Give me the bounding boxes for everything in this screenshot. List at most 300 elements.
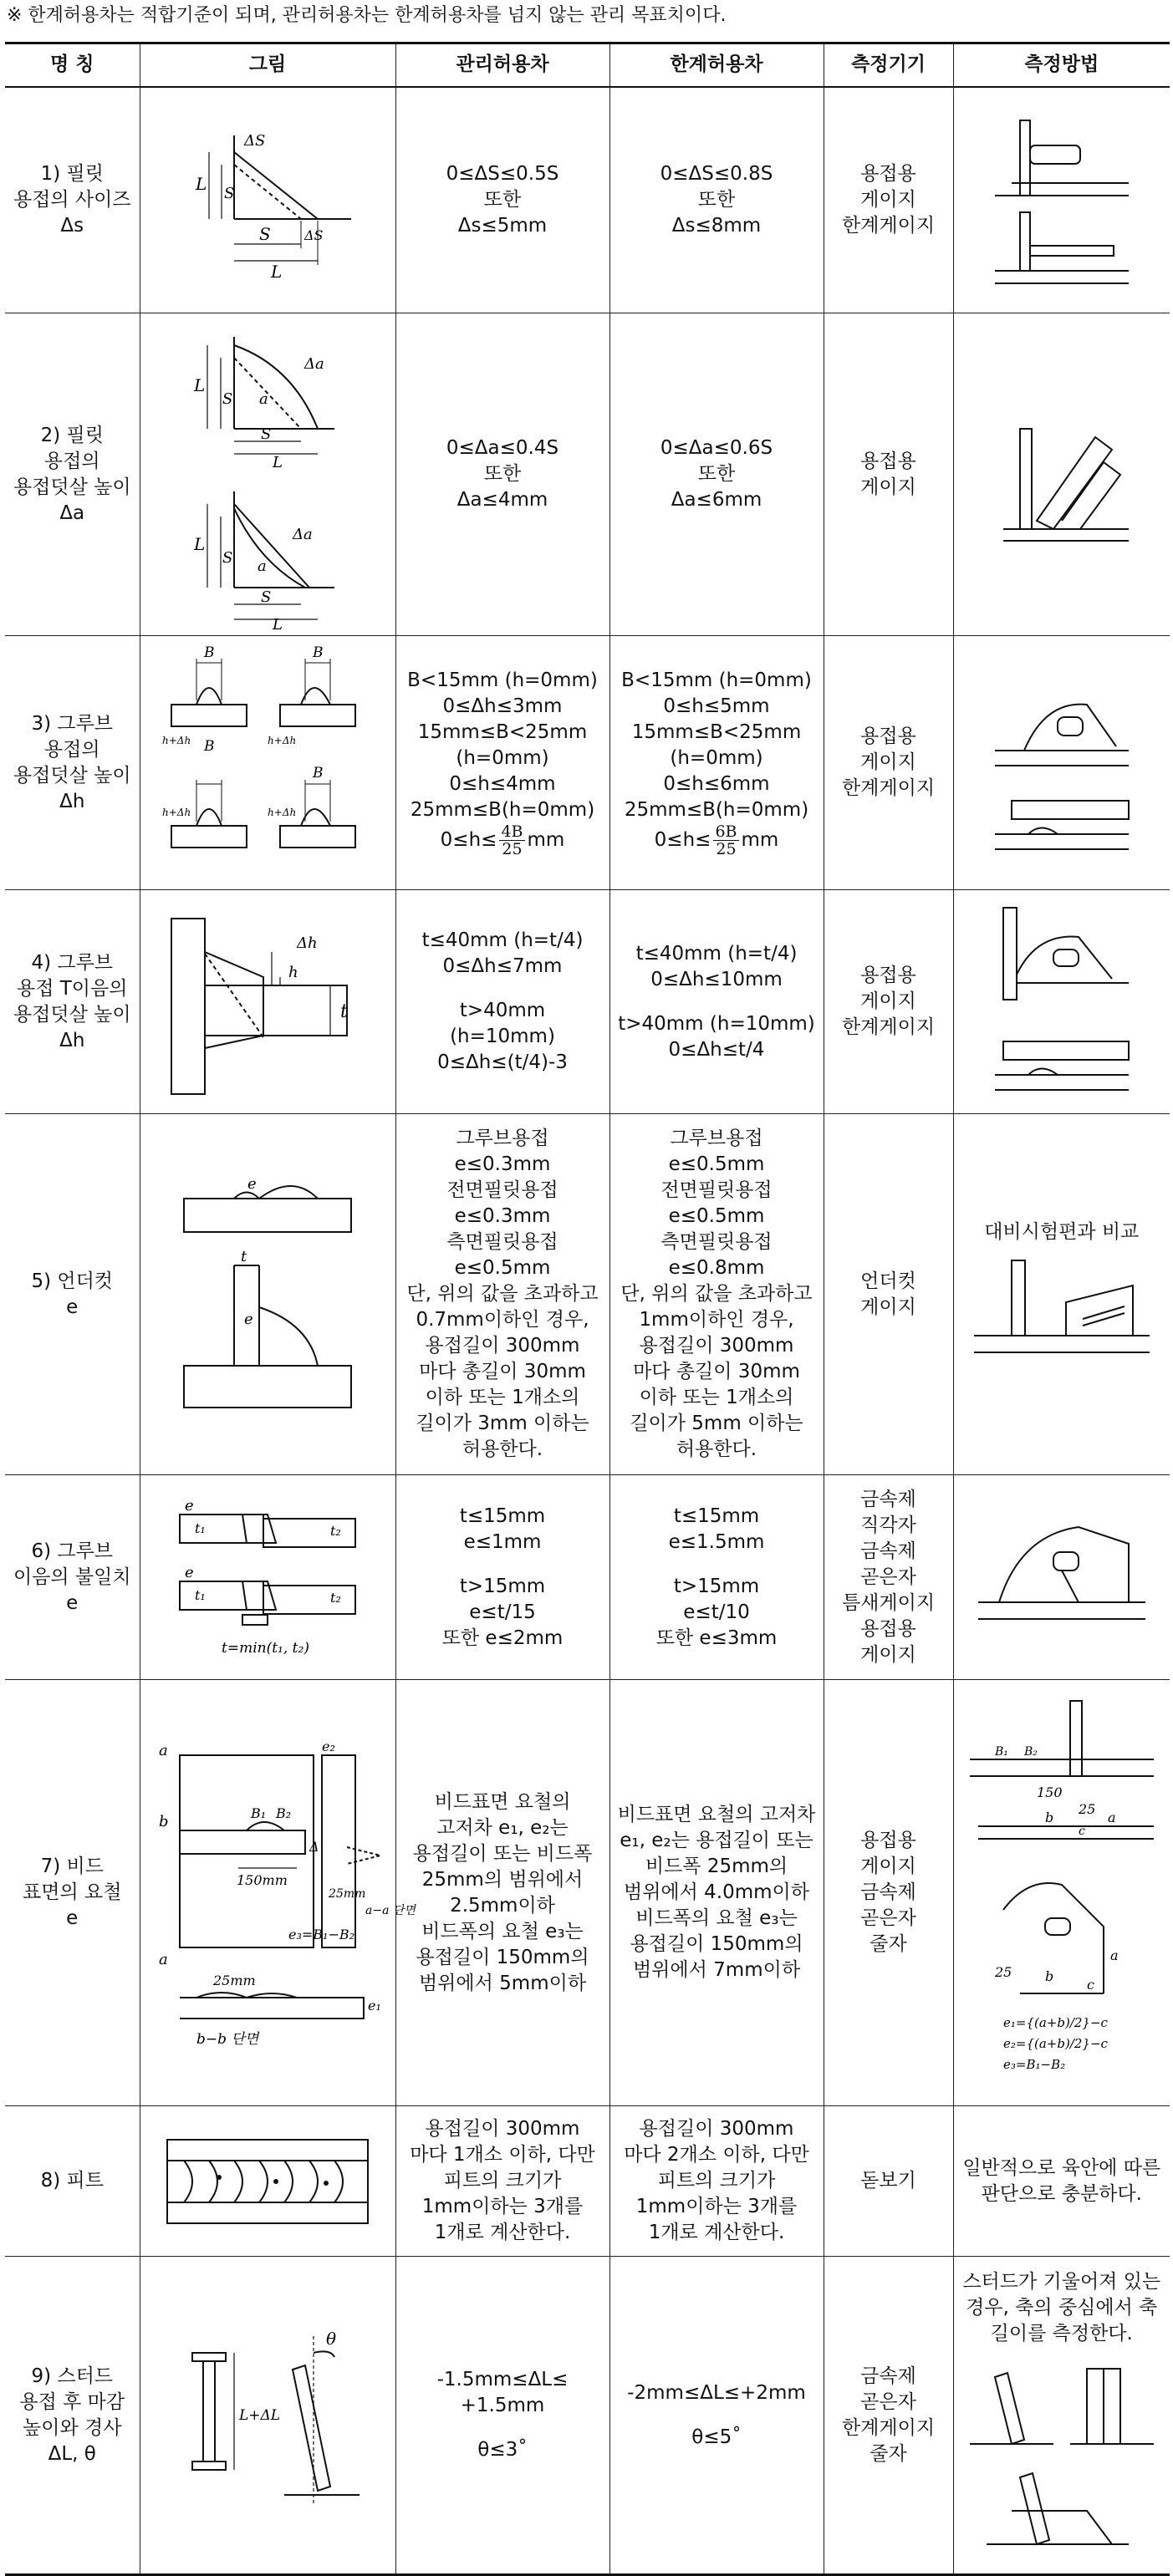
cell-line: 비드폭 25mm의 [645, 1856, 788, 1877]
cell-line: 용접길이 또는 비드폭 [412, 1842, 593, 1865]
row-figure [140, 313, 395, 636]
fig-label: a [1109, 1947, 1119, 1963]
row-figure [140, 890, 395, 1114]
method-text: 스터드가 기울어져 있는 경우, 축의 중심에서 축길이를 측정한다. [962, 2271, 1161, 2344]
cell-line: θ≤5˚ [691, 2426, 742, 2448]
row-mgmt [395, 1114, 609, 1475]
row-figure [140, 636, 395, 890]
row-method [953, 890, 1170, 1114]
row-name [5, 636, 140, 890]
cell-line: t>40mm [459, 1000, 546, 1021]
cell-line: e [66, 1296, 79, 1318]
fig-label: e [185, 1564, 194, 1581]
fig-label: t₁ [195, 1520, 206, 1536]
cell-line: t≤40mm (h=t/4) [421, 929, 584, 951]
undercut-diagram [167, 1157, 368, 1433]
cell-line: 4) 그루브 [31, 951, 114, 974]
row-method [953, 313, 1170, 636]
cell-line: 길이가 5mm 이하는 [630, 1413, 803, 1434]
fig-label: t [241, 1247, 247, 1265]
row-limit [609, 1680, 824, 2106]
t-joint-reinforcement-diagram [163, 902, 372, 1102]
stud-gauge-diagram [961, 2352, 1162, 2561]
cell-line: 범위에서 5mm이하 [418, 1972, 587, 1994]
fig-label: B₁ [251, 1805, 267, 1821]
cell-line: 게이지 [860, 188, 916, 211]
cell-line: 게이지 [860, 1296, 916, 1318]
cell-line: e≤0.5mm [668, 1205, 765, 1227]
row-method [953, 2106, 1170, 2257]
row-limit [609, 87, 824, 313]
fig-label: B [204, 644, 215, 661]
fig-label: 150 [1036, 1784, 1063, 1800]
row-instrument [824, 87, 953, 313]
fig-label: Δ [309, 1838, 319, 1855]
cell-line: 용접용 [860, 1617, 916, 1640]
fig-label: c [1078, 1824, 1085, 1838]
cell-line [400, 2419, 606, 2437]
fig-label: t₂ [330, 1523, 341, 1539]
row-limit [609, 2257, 824, 2575]
cell-line: 곧은자 [860, 1907, 916, 1929]
fig-label: S [222, 389, 233, 408]
row-mgmt [395, 636, 609, 890]
cell-line: 이하 또는 1개소의 [639, 1387, 794, 1408]
cell-line: 전면필릿용접 [660, 1179, 773, 1201]
row-mgmt [395, 87, 609, 313]
table-row [5, 2257, 1170, 2575]
cell-line: t≤40mm (h=t/4) [635, 942, 798, 965]
cell-line: 용접길이 300mm [425, 1335, 580, 1357]
fig-label: a−a 단면 [365, 1903, 416, 1917]
row-instrument [824, 1680, 953, 2106]
cell-line: 금속제 [860, 1881, 916, 1903]
cell-line: B<15mm (h=0mm) [621, 669, 812, 691]
fig-label: e₂ [322, 1738, 335, 1754]
cell-line: 고저차 e₁, e₂는 [436, 1816, 569, 1839]
fig-label: B₂ [1023, 1744, 1038, 1759]
row-limit [609, 1114, 824, 1475]
cell-line: 0≤h≤4mm [449, 773, 556, 795]
pit-diagram [159, 2131, 376, 2232]
cell-line: 또한 e≤2mm [441, 1627, 564, 1649]
bead-gauge-diagram [961, 1693, 1162, 2094]
cell-line: 15mm≤B<25mm [417, 721, 588, 743]
cell-line: 마다 총길이 30mm [633, 1361, 800, 1382]
fig-label: b [1044, 1809, 1053, 1825]
cell-line: t>15mm [459, 1575, 546, 1597]
method-text: 대비시험편과 비교 [984, 1221, 1140, 1243]
fillet-size-diagram [167, 119, 368, 282]
table-row [5, 636, 1170, 890]
cell-line: 용접길이 300mm [425, 2118, 580, 2140]
fig-label: S [261, 588, 272, 606]
fig-label: Δa [304, 354, 324, 373]
fig-label: a [258, 557, 267, 575]
cell-line: 용접 T이음의 [17, 977, 128, 1000]
fillet-gauge-diagram [978, 112, 1145, 288]
cell-line: 25mm≤B(h=0mm) [624, 799, 809, 821]
table-row [5, 1114, 1170, 1475]
cell-line: e≤t/15 [469, 1601, 536, 1623]
cell-line: 금속제 [860, 1540, 916, 1562]
cell-line [614, 993, 820, 1011]
fig-label: B [313, 644, 324, 661]
misalignment-gauge-diagram [970, 1494, 1154, 1661]
cell-line: Δs≤8mm [671, 214, 762, 237]
fig-label: B₁ [994, 1744, 1008, 1759]
fig-label: t [340, 1000, 348, 1022]
fillet-gauge-angle-diagram [987, 404, 1137, 546]
cell-line: 0≤ΔS≤0.8S [660, 162, 773, 185]
cell-line: 그루브용접 [670, 1128, 763, 1149]
row-method [953, 1114, 1170, 1475]
row-instrument [824, 1114, 953, 1475]
cell-line: 용접길이 150mm의 [416, 1946, 589, 1968]
row-figure [140, 87, 395, 313]
cell-line: 용접 후 마감 [19, 2390, 125, 2413]
cell-line [614, 2406, 820, 2425]
fig-label: t=min(t₁, t₂) [222, 1640, 309, 1657]
cell-line: 2) 필릿 [40, 424, 104, 446]
cell-line: 이하 또는 1개소의 [425, 1387, 580, 1408]
cell-line: 1mm이하인 경우, [639, 1309, 794, 1331]
cell-line: e≤0.8mm [668, 1257, 765, 1279]
fig-label: e₁={(a+b)/2}−c [1002, 2014, 1108, 2030]
cell-line: 0≤ΔS≤0.5S [446, 162, 559, 185]
cell-line: 8) 피트 [40, 2170, 104, 2192]
groove-gauge-diagram [978, 667, 1145, 859]
cell-line: 25mm≤B(h=0mm) [410, 799, 595, 821]
method-text: 일반적으로 육안에 따른 판단으로 충분하다. [962, 2156, 1161, 2205]
undercut-gauge-diagram [966, 1252, 1158, 1369]
fig-label: e₂={(a+b)/2}−c [1002, 2035, 1108, 2051]
row-mgmt [395, 1680, 609, 2106]
cell-line: Δa≤6mm [671, 489, 762, 511]
cell-line: e≤1mm [463, 1530, 542, 1553]
row-mgmt [395, 1475, 609, 1680]
row-figure [140, 1114, 395, 1475]
fig-label: L+ΔL [239, 2406, 281, 2424]
cell-line: 피트의 크기가 [443, 2170, 562, 2192]
cell-line: 직각자 [860, 1514, 916, 1536]
header-note: ※ 한계허용차는 적합기준이 되며, 관리허용차는 한계허용차를 넘지 않는 관리 목표치이다. [7, 5, 727, 26]
cell-line: 곧은자 [860, 2390, 916, 2413]
cell-line: 용접용 [860, 450, 916, 472]
cell-line: e≤0.5mm [668, 1153, 765, 1175]
fig-label: h [288, 963, 298, 981]
fig-label: b [1044, 1968, 1053, 1984]
cell-line: 한계게이지 [841, 214, 936, 237]
cell-line: 1mm이하는 3개를 [635, 2196, 798, 2217]
cell-line: 게이지 [860, 751, 916, 773]
fig-label: e₃=B₁−B₂ [288, 1926, 355, 1942]
cell-line: 0≤Δa≤0.4S [446, 437, 559, 459]
table-row [5, 1475, 1170, 1680]
row-instrument [824, 2257, 953, 2575]
cell-line: 또한 [483, 463, 522, 485]
cell-line: 한계게이지 [841, 2416, 936, 2439]
cell-line: 0≤h≤ $\frac{4B}{25}$ mm [440, 822, 565, 858]
stud-diagram [167, 2319, 368, 2512]
cell-line: 용접용 [860, 725, 916, 747]
row-figure [140, 1680, 416, 2106]
cell-line: t>40mm (h=10mm) [618, 1012, 815, 1035]
cell-line: B<15mm (h=0mm) [407, 669, 598, 691]
row-name [5, 1680, 140, 2106]
cell-line: t>15mm [673, 1575, 760, 1597]
cell-line: 돋보기 [860, 2170, 916, 2192]
misalignment-diagram [171, 1489, 364, 1665]
cell-line: 한계게이지 [841, 777, 936, 799]
fig-label: e₃=B₁−B₂ [1002, 2056, 1065, 2072]
fig-label: S [222, 548, 233, 567]
cell-line: 비드폭의 요철 e₃는 [421, 1920, 584, 1942]
cell-line: 1개로 계산한다. [648, 2222, 785, 2243]
cell-line: 측면필릿용접 [446, 1231, 558, 1253]
cell-line: 게이지 [860, 1856, 916, 1877]
fig-label: B₂ [276, 1805, 292, 1821]
cell-line: 1) 필릿 [40, 162, 104, 185]
cell-line: 0≤Δh≤3mm [442, 695, 563, 717]
cell-line: (h=0mm) [456, 747, 549, 769]
cell-line: 줄자 [870, 2442, 907, 2465]
cell-line [400, 980, 606, 998]
cell-line: Δa [59, 501, 85, 524]
cell-line: 7) 비드 [40, 1856, 104, 1877]
table-row [5, 890, 1170, 1114]
row-limit [609, 636, 824, 890]
cell-line: Δs [60, 214, 84, 237]
fig-label: e [247, 1174, 257, 1193]
fraction: $\frac{6B}{25}$ [715, 822, 737, 858]
cell-line: ΔL, θ [48, 2442, 96, 2465]
row-method [953, 1475, 1170, 1680]
row-mgmt [395, 313, 609, 636]
fig-label: h+Δh [162, 734, 191, 746]
fig-label: t₂ [330, 1590, 341, 1606]
fig-label: a [1107, 1809, 1116, 1825]
row-name [5, 87, 140, 313]
cell-line: 줄자 [870, 1933, 907, 1955]
row-instrument [824, 313, 953, 636]
table-header-row [5, 43, 1170, 87]
cell-line: 게이지 [860, 476, 916, 498]
cell-line: 곧은자 [860, 1565, 916, 1588]
cell-line: 용접의 [43, 450, 100, 472]
cell-line: t≤15mm [459, 1504, 546, 1527]
cell-line: -1.5mm≤ΔL≤ [436, 2369, 569, 2390]
cell-line: 2.5mm이하 [450, 1894, 555, 1917]
row-name [5, 1475, 140, 1680]
cell-line: 용접덧살 높이 [13, 1003, 131, 1026]
fig-label: L [196, 173, 207, 194]
header-method: 측정방법 [953, 43, 1170, 87]
fig-label: 150mm [237, 1871, 288, 1888]
cell-line: e₁, e₂는 용접길이 또는 [620, 1830, 813, 1851]
cell-line: 틈새게이지 [841, 1591, 936, 1614]
fig-label: t₁ [195, 1587, 206, 1603]
cell-line: 0≤h≤ $\frac{6B}{25}$ mm [654, 822, 779, 858]
cell-line: 피트의 크기가 [657, 2170, 776, 2192]
table-row [5, 2106, 1170, 2257]
fig-label: e [244, 1310, 253, 1328]
cell-line: e≤0.3mm [454, 1153, 551, 1175]
cell-line: 0≤h≤6mm [663, 773, 770, 795]
fig-label: θ [326, 2328, 337, 2349]
cell-line: e [66, 1591, 79, 1614]
row-limit [609, 313, 824, 636]
cell-line: 용접덧살 높이 [13, 476, 131, 498]
cell-line: 0≤h≤5mm [663, 695, 770, 717]
cell-line: 높이와 경사 [23, 2416, 122, 2439]
header-name: 명 칭 [5, 43, 140, 87]
row-limit [609, 890, 824, 1114]
fig-label: L [271, 261, 283, 282]
row-method [953, 636, 1170, 890]
cell-line: Δs≤5mm [457, 214, 548, 237]
cell-line: 금속제 [860, 1488, 916, 1510]
row-method [953, 87, 1170, 313]
cell-line: e≤1.5mm [668, 1530, 765, 1553]
row-mgmt [395, 2257, 609, 2575]
row-figure [140, 1475, 395, 1680]
cell-line: 전면필릿용접 [446, 1179, 558, 1201]
fig-label: S [259, 223, 271, 244]
fig-label: L [273, 615, 283, 634]
fig-label: Δh [297, 934, 318, 952]
cell-line: 15mm≤B<25mm [631, 721, 802, 743]
cell-line: θ≤3˚ [477, 2439, 528, 2461]
cell-line: Δa≤4mm [456, 489, 548, 511]
cell-line: 25mm의 범위에서 [421, 1868, 584, 1891]
cell-line: 0≤Δh≤(t/4)-3 [437, 1051, 568, 1073]
cell-line: 표면의 요철 [23, 1881, 122, 1903]
row-limit [609, 2106, 824, 2257]
cell-line: 용접용 [860, 1830, 916, 1851]
cell-line: 용접길이 300mm [639, 1335, 794, 1357]
cell-line: (h=0mm) [670, 747, 763, 769]
cell-line: 측면필릿용접 [660, 1231, 773, 1253]
cell-line: 비드표면 요철의 고저차 [617, 1804, 816, 1825]
fig-label: 25 [1078, 1800, 1096, 1817]
header-limit: 한계허용차 [609, 43, 824, 87]
cell-line: 또한 [697, 463, 736, 485]
cell-line: (h=10mm) [450, 1026, 555, 1047]
cell-line: +1.5mm [460, 2395, 545, 2416]
row-mgmt [395, 890, 609, 1114]
fig-label: h+Δh [268, 734, 297, 746]
row-figure [140, 2106, 395, 2257]
cell-line: 단, 위의 값을 초과하고 [406, 1283, 599, 1305]
fig-label: b [159, 1812, 169, 1830]
row-name [5, 313, 140, 636]
cell-line: 길이가 3mm 이하는 [416, 1413, 589, 1434]
cell-line: 허용한다. [462, 1438, 543, 1460]
fig-label: 25 [994, 1963, 1012, 1980]
cell-line: 게이지 [860, 990, 916, 1012]
cell-line: 3) 그루브 [31, 712, 114, 735]
tolerance-table [5, 42, 1170, 2576]
row-instrument [824, 1475, 953, 1680]
fig-label: S [261, 425, 272, 443]
fig-label: h+Δh [162, 806, 191, 818]
fig-label: ΔS [244, 131, 266, 150]
row-method [953, 1680, 1170, 2106]
fig-label: B [313, 764, 324, 781]
groove-reinforcement-diagram [159, 642, 376, 884]
cell-line: 0≤Δh≤7mm [442, 955, 563, 977]
cell-line: e [66, 1907, 79, 1929]
fig-label: c [1086, 1976, 1094, 1993]
cell-line: 마다 1개소 이하, 다만 [410, 2144, 595, 2166]
header-figure: 그림 [140, 43, 395, 87]
t-joint-gauge-diagram [978, 899, 1145, 1104]
cell-line: 또한 [483, 188, 522, 211]
cell-line: 또한 e≤3mm [655, 1627, 778, 1649]
cell-line: -2mm≤ΔL≤+2mm [627, 2381, 806, 2404]
cell-line: 1개로 계산한다. [434, 2222, 571, 2243]
cell-line: 범위에서 7mm이하 [632, 1959, 801, 1981]
table-row [5, 1680, 1170, 2106]
cell-line: 용접덧살 높이 [13, 764, 131, 787]
row-name [5, 2106, 140, 2257]
fig-label: L [194, 374, 206, 395]
fillet-reinforcement-diagram [167, 320, 368, 634]
row-method [953, 2257, 1170, 2575]
fig-label: e₁ [368, 1997, 381, 2013]
cell-line: 허용한다. [676, 1438, 757, 1460]
cell-line: 용접길이 150mm의 [630, 1933, 803, 1955]
row-mgmt [395, 2106, 609, 2257]
cell-line: Δh [59, 1029, 85, 1051]
cell-line: 용접용 [860, 162, 916, 185]
cell-line: 범위에서 4.0mm이하 [623, 1881, 809, 1903]
fig-label: a [159, 1741, 168, 1759]
cell-line [400, 1555, 606, 1574]
header-mgmt: 관리허용차 [395, 43, 609, 87]
cell-line: 용접의 [43, 738, 100, 761]
cell-line: e≤t/10 [683, 1601, 750, 1623]
cell-line: 0.7mm이하인 경우, [416, 1309, 589, 1331]
fig-label: e [185, 1497, 194, 1515]
fig-label: ΔS [304, 227, 324, 243]
fig-label: S [224, 184, 235, 202]
table-row [5, 87, 1170, 313]
cell-line: 비드폭의 요철 e₃는 [635, 1907, 798, 1929]
cell-line: 1mm이하는 3개를 [421, 2196, 584, 2217]
cell-line: 0≤Δh≤10mm [650, 968, 783, 990]
cell-line: 비드표면 요철의 [434, 1790, 571, 1813]
cell-line: 한계게이지 [841, 1016, 936, 1038]
row-instrument [824, 636, 953, 890]
fig-label: a [159, 1950, 168, 1968]
row-instrument [824, 890, 953, 1114]
fig-label: 25mm [329, 1886, 366, 1901]
fig-label: h+Δh [268, 806, 297, 818]
cell-line: 게이지 [860, 1643, 916, 1666]
cell-line: 용접길이 300mm [639, 2118, 794, 2140]
cell-line: t≤15mm [673, 1504, 760, 1527]
row-name [5, 2257, 140, 2575]
cell-line: 5) 언더컷 [31, 1270, 114, 1292]
table-row [5, 313, 1170, 636]
cell-line: 마다 총길이 30mm [419, 1361, 586, 1382]
row-limit [609, 1475, 824, 1680]
cell-line: 언더컷 [860, 1270, 916, 1292]
cell-line [614, 1555, 820, 1574]
cell-line: e≤0.5mm [454, 1257, 551, 1279]
